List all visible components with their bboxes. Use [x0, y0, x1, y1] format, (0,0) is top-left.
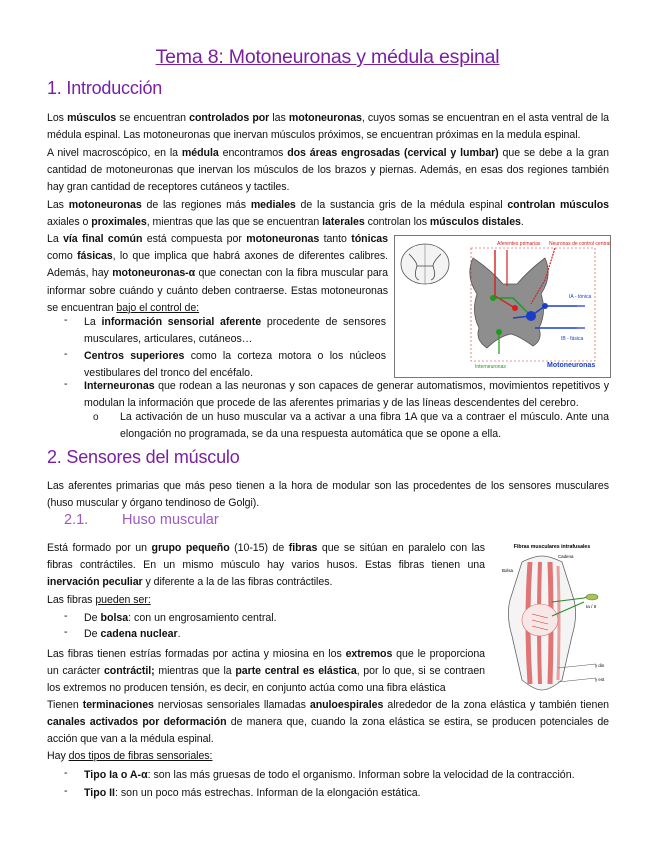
- cord-cross-section-icon: [401, 244, 449, 284]
- section-heading-sensores: 2. Sensores del músculo: [47, 447, 240, 467]
- list-item-interneuronas: Interneuronas que rodean a las neuronas y son capaces de generar automatismos, movimientos repetitivos y modulan la información que procede de las aferentes primarias y de las líneas descendentes del cerebro.: [84, 380, 609, 410]
- list-dash: -: [64, 378, 68, 390]
- spinal-cord-figure: [394, 235, 611, 378]
- huso-diagram: [492, 540, 609, 694]
- label-ia: IA - tónica: [569, 294, 592, 300]
- list-dash: -: [64, 626, 68, 638]
- label-ia-ii: Ia / II: [586, 604, 597, 609]
- list-item-sensorial: La información sensorial aferente procedente de sensores musculares, articulares, cutáneos…: [84, 316, 386, 346]
- huso-paragraph: Está formado por un grupo pequeño (10-15) de fibras que se sitúan en paralelo con las fibras contráctiles. En un mismo músculo hay varios husos. Estas fibras tienen una inervación peculiar y diferente a la de las fibras contráctiles.: [47, 542, 485, 589]
- label-gamma-est: γ est: [595, 677, 605, 682]
- label-gamma-din: γ din: [595, 663, 605, 668]
- huso-figure: [492, 540, 609, 694]
- list-item-centros: Centros superiores como la corteza motora o los núcleos vestibulares del tronco del encéfalo.: [84, 350, 386, 380]
- label-cadena: Cadena: [558, 554, 574, 559]
- spinal-cord-diagram: [395, 236, 610, 377]
- intro-paragraph-3: Las motoneuronas de las regiones más mediales de la sustancia gris de la médula espinal controlan músculos axiales o proximales, mientras que las que se encuentran laterales controlan los músculos distales.: [47, 199, 609, 229]
- sublist-bullet: o: [93, 412, 99, 423]
- list-dash: -: [64, 767, 68, 779]
- tipo-ii-item: Tipo II: son un poco más estrechas. Informan de la elongación estática.: [84, 787, 421, 799]
- estrias-paragraph: Las fibras tienen estrías formadas por actina y miosina en los extremos que le proporciona un carácter contráctil; mientras que la parte central es elástica, por lo que, si se contraen los extremos no producen tensión, es decir, en conjunto actúa como una fibra elástica: [47, 648, 486, 695]
- list-dash: -: [64, 348, 68, 360]
- label-motoneuronas: Motoneuronas: [547, 362, 596, 369]
- intro-paragraph-4: La vía final común está compuesta por motoneuronas tanto tónicas como fásicas, lo que implica que habrá axones de diferentes calibres. Además, hay motoneuronas-α que conectan con la fibra muscular para informar sobre cuándo y cuánto deben contraerse. Estas motoneuronas se encuentran bajo el control de:: [47, 233, 388, 314]
- list-dash: -: [64, 610, 68, 622]
- page-title: Tema 8: Motoneuronas y médula espinal: [155, 46, 500, 68]
- list-dash: -: [64, 314, 68, 326]
- tipo-ia-item: Tipo Ia o A-α: son las más gruesas de todo el organismo. Informan sobre la velocidad de la contracción.: [84, 769, 575, 781]
- section-heading-intro: 1. Introducción: [47, 78, 163, 98]
- fibras-item-bolsa: De bolsa: con un engrosamiento central.: [84, 612, 277, 624]
- fibras-intro: Las fibras pueden ser:: [47, 594, 151, 606]
- label-bolsa: Bolsa: [502, 568, 513, 573]
- label-neuronas: Neuronas de control central: [549, 241, 610, 247]
- label-ib: IB - fásica: [561, 336, 584, 342]
- tipos-intro: Hay dos tipos de fibras sensoriales:: [47, 750, 213, 762]
- label-fibras-intrafusales: Fibras musculares intrafusales: [513, 544, 591, 550]
- subsection-heading-huso: 2.1. Huso muscular: [64, 512, 219, 528]
- intro-paragraph-2: A nivel macroscópico, en la médula encontramos dos áreas engrosadas (cervical y lumbar) que se debe a la gran cantidad de motoneuronas que inervan los músculos de los brazos y piernas. Además, en esas dos regiones también hay gran cantidad de receptores cutáneos y tactiles.: [47, 147, 609, 194]
- label-aferentes: Aferentes primarias: [497, 241, 541, 247]
- label-interneuronas: Interneuronas: [475, 364, 506, 370]
- intro-paragraph-1: Los músculos se encuentran controlados por las motoneuronas, cuyos somas se encuentran en el asta ventral de la médula espinal. Las motoneuronas que inervan músculos próximos, se encuentran próximas en la medula espinal.: [47, 112, 609, 142]
- list-dash: -: [64, 785, 68, 797]
- terminaciones-paragraph: Tienen terminaciones nerviosas sensoriales llamadas anuloespirales alrededor de la zona elástica y también tienen canales activados por deformación de manera que, cuando la zona elástica se estira, se producen potenciales de acción que van a la médula espinal.: [47, 699, 609, 746]
- sensores-paragraph: Las aferentes primarias que más peso tienen a la hora de modular son las procedentes de los sensores musculares (huso muscular y órgano tendinoso de Golgi).: [47, 480, 609, 510]
- fibras-item-cadena: De cadena nuclear.: [84, 628, 181, 640]
- sublist-item-huso: La activación de un huso muscular va a activar a una fibra 1A que va a contraer el músculo. Ante una elongación no programada, se da una respuesta automática que se opone a ella.: [120, 411, 609, 441]
